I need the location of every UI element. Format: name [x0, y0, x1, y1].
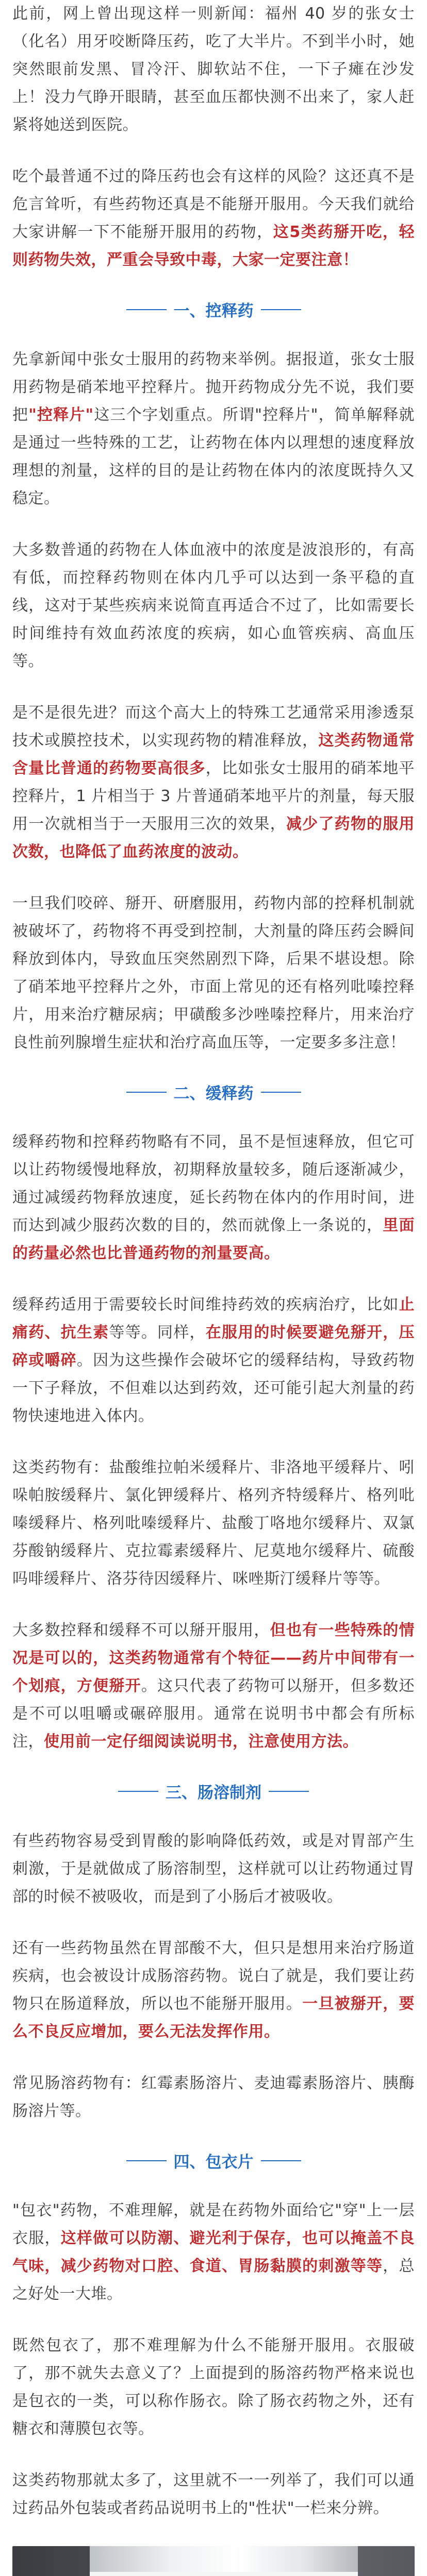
enteric-paragraph-3 — [12, 2070, 415, 2125]
section-title: 二、缓释药 — [173, 1084, 254, 1103]
section-heading-sustained-release — [12, 1080, 415, 1104]
sustained-release-paragraph-4 — [12, 1617, 415, 1756]
sustained-release-paragraph-3 — [12, 1454, 415, 1593]
highlight-text: 在服用的时候要避免掰开，压碎或嚼碎 — [12, 1324, 415, 1369]
article — [12, 0, 415, 2576]
bottle-label — [90, 2572, 358, 2576]
highlight-text: 一旦被掰开，要么不良反应增加，要么无法发挥作用。 — [12, 1995, 415, 2041]
body-text: 先拿新闻中张女士服用的药物来举例。据报道，张女士服用药物是硝苯地平控释片。抛开药物成分先不说，我们要把 — [12, 350, 415, 424]
body-text: 。这只代表了药物可以掰开，但多数还是不可以咀嚼或碾碎服用。通常在说明书中都会有所标注， — [12, 1677, 415, 1751]
summary-warning: 这5类药掰开吃，轻则药物失效，严重会导致中毒，大家一定要注意！ — [12, 223, 415, 269]
pill-bottle-photo — [12, 2546, 415, 2576]
coated-paragraph-1 — [12, 2197, 415, 2308]
controlled-release-paragraph-4 — [12, 890, 415, 1057]
body-text: 这类药物那就太多了，这里就不一一列举了，我们可以通过药品外包装或者药品说明书上的"性状"一栏来分辨。 — [12, 2471, 415, 2517]
highlight-text: 这类药物通常含量比普通的药物要高很多 — [12, 732, 415, 777]
body-text: 大多数控释和缓释不可以掰开服用， — [12, 1621, 270, 1639]
section-heading-controlled-release — [12, 298, 415, 321]
body-text: 是不是很先进？而这个高大上的特殊工艺通常采用渗透泵技术或膜控技术，以实现药物的精准释放， — [12, 704, 415, 750]
section-title: 四、包衣片 — [173, 2153, 254, 2172]
heading-rule-left — [118, 1791, 158, 1792]
controlled-release-paragraph-1 — [12, 346, 415, 513]
summary-text: 吃个最普通不过的降压药也会有这样的风险？这还真不是危言耸听，有些药物还真是不能掰开服用。今天我们就给大家讲解一下不能掰开服用的药物， — [12, 167, 415, 241]
sustained-release-paragraph-2 — [12, 1291, 415, 1430]
intro-text: 此前，网上曾出现这样一则新闻：福州 40 岁的张女士（化名）用牙咬断降压药，吃了大半片。不到半小时，她突然眼前发黑、冒冷汗、脚软站不住，一下子瘫在沙发上！没力气睁开眼睛，甚至血压都快测不出来了，家人赶紧将她送到医院。 — [12, 5, 415, 134]
highlight-text: 这样做可以防潮、避光利于保存，也可以掩盖不良气味，减少药物对口腔、食道、胃肠黏膜的刺激等等 — [12, 2229, 415, 2275]
body-text: 既然包衣了，那不难理解为什么不能掰开服用。衣服破了，那不就失去意义了？上面提到的肠溶药物严格来说也是包衣的一类，可以称作肠衣。除了肠衣药物之外，还有糖衣和薄膜包衣等。 — [12, 2336, 415, 2438]
body-text: 有些药物容易受到胃酸的影响降低药效，或是对胃部产生刺激，于是就做成了肠溶制型，这样就可以让药物通过胃部的时候不被吸收，而是到了小肠后才被吸收。 — [12, 1832, 415, 1906]
body-text: ，总之好处一大堆。 — [12, 2257, 415, 2303]
body-text: ，比如张女士服用的硝苯地平控释片，1 片相当于 3 片普通硝苯地平片的剂量，每天服用一次就相当于一天服用三次的效果， — [12, 759, 415, 833]
heading-rule-left — [126, 309, 167, 310]
body-text: 这类药物有：盐酸维拉帕米缓释片、非洛地平缓释片、吲哚帕胺缓释片、氯化钾缓释片、格列齐特缓释片、格列吡嗪缓释片、格列吡嗪缓释片、盐酸丁咯地尔缓释片、双氯芬酸钠缓释片、克拉霉素缓释片、尼莫地尔缓释片、硫酸吗啡缓释片、洛芬待因缓释片、咪唑斯汀缓释片等等。 — [12, 1459, 415, 1588]
highlight-text: 里面的药量必然也比普通药物的剂量要高。 — [12, 1216, 415, 1262]
sustained-release-paragraph-1 — [12, 1128, 415, 1267]
heading-rule-right — [261, 1092, 301, 1093]
summary-paragraph — [12, 163, 415, 274]
coated-paragraph-3 — [12, 2467, 415, 2522]
controlled-release-paragraph-3 — [12, 699, 415, 866]
body-text: 。因为这些操作会破坏它的缓释结构，导致药物一下子释放，不但难以达到药效，还可能引起大剂量的药物快速地进入体内。 — [12, 1351, 415, 1425]
body-text: "包衣"药物，不难理解，就是在药物外面给它"穿"上一层衣服， — [12, 2201, 415, 2247]
section-title: 三、肠溶制剂 — [166, 1784, 261, 1802]
heading-rule-right — [261, 2160, 301, 2161]
body-text: 这三个字划重点。所谓"控释片"，简单解释就是通过一些特殊的工艺，让药物在体内以理想的速度释放理想的剂量，这样的目的是让药物在体内的浓度既持久又稳定。 — [12, 406, 415, 507]
section-title: 一、控释药 — [173, 302, 254, 320]
heading-rule-left — [126, 1092, 167, 1093]
heading-rule-right — [261, 309, 301, 310]
enteric-paragraph-2 — [12, 1935, 415, 2046]
section-heading-coated — [12, 2149, 415, 2172]
controlled-release-paragraph-2 — [12, 536, 415, 675]
highlight-text: 但也有一些特殊的情况是可以的，这类药物通常有个特征——药片中间带有一个划痕，方便掰开 — [12, 1621, 415, 1695]
body-text: 缓释药物和控释药物略有不同，虽不是恒速释放，但它可以让药物缓慢地释放，初期释放量较多，随后逐渐减少，通过减缓药物释放速度，延长药物在体内的作用时间，进而达到减少服药次数的目的，然而就像上一条说的， — [12, 1133, 415, 1234]
section-heading-enteric — [12, 1780, 415, 1803]
pill-bottle — [90, 2546, 358, 2576]
heading-rule-right — [269, 1791, 309, 1792]
highlight-term: "控释片" — [28, 406, 94, 424]
highlight-text: 减少了药物的服用次数，也降低了血药浓度的波动。 — [12, 815, 415, 861]
highlight-text: 止痛药、抗生素 — [12, 1296, 415, 1342]
coated-paragraph-2 — [12, 2332, 415, 2443]
body-text: 大多数普通的药物在人体血液中的浓度是波浪形的，有高有低，而控释药物则在体内几乎可以达到一条平稳的直线，这对于某些疾病来说简直再适合不过了，比如需要长时间维持有效血药浓度的疾病，如心血管疾病、高血压等。 — [12, 541, 415, 670]
intro-paragraph — [12, 0, 415, 139]
highlight-text: 使用前一定仔细阅读说明书，注意使用方法。 — [44, 1733, 358, 1751]
body-text: 一旦我们咬碎、掰开、研磨服用，药物内部的控释机制就被破坏了，药物将不再受到控制，大剂量的降压药会瞬间释放到体内，导致血压突然剧烈下降，后果不堪设想。除了硝苯地平控释片之外，市面上常见的还有格列吡嗪控释片，用来治疗糖尿病；甲磺酸多沙唑嗪控释片，用来治疗良性前列腺增生症状和治疗高血压等，一定要多多注意！ — [12, 894, 415, 1052]
enteric-paragraph-1 — [12, 1827, 415, 1911]
body-text: 等等。同样， — [109, 1324, 206, 1342]
body-text: 常见肠溶药物有：红霉素肠溶片、麦迪霉素肠溶片、胰酶肠溶片等。 — [12, 2074, 415, 2120]
heading-rule-left — [126, 2160, 167, 2161]
body-text: 还有一些药物虽然在胃部酸不大，但只是想用来治疗肠道疾病，也会被设计成肠溶药物。说白了就是，我们要让药物只在肠道释放，所以也不能掰开服用。 — [12, 1939, 415, 2013]
body-text: 缓释药适用于需要较长时间维持药效的疾病治疗，比如 — [12, 1296, 399, 1314]
